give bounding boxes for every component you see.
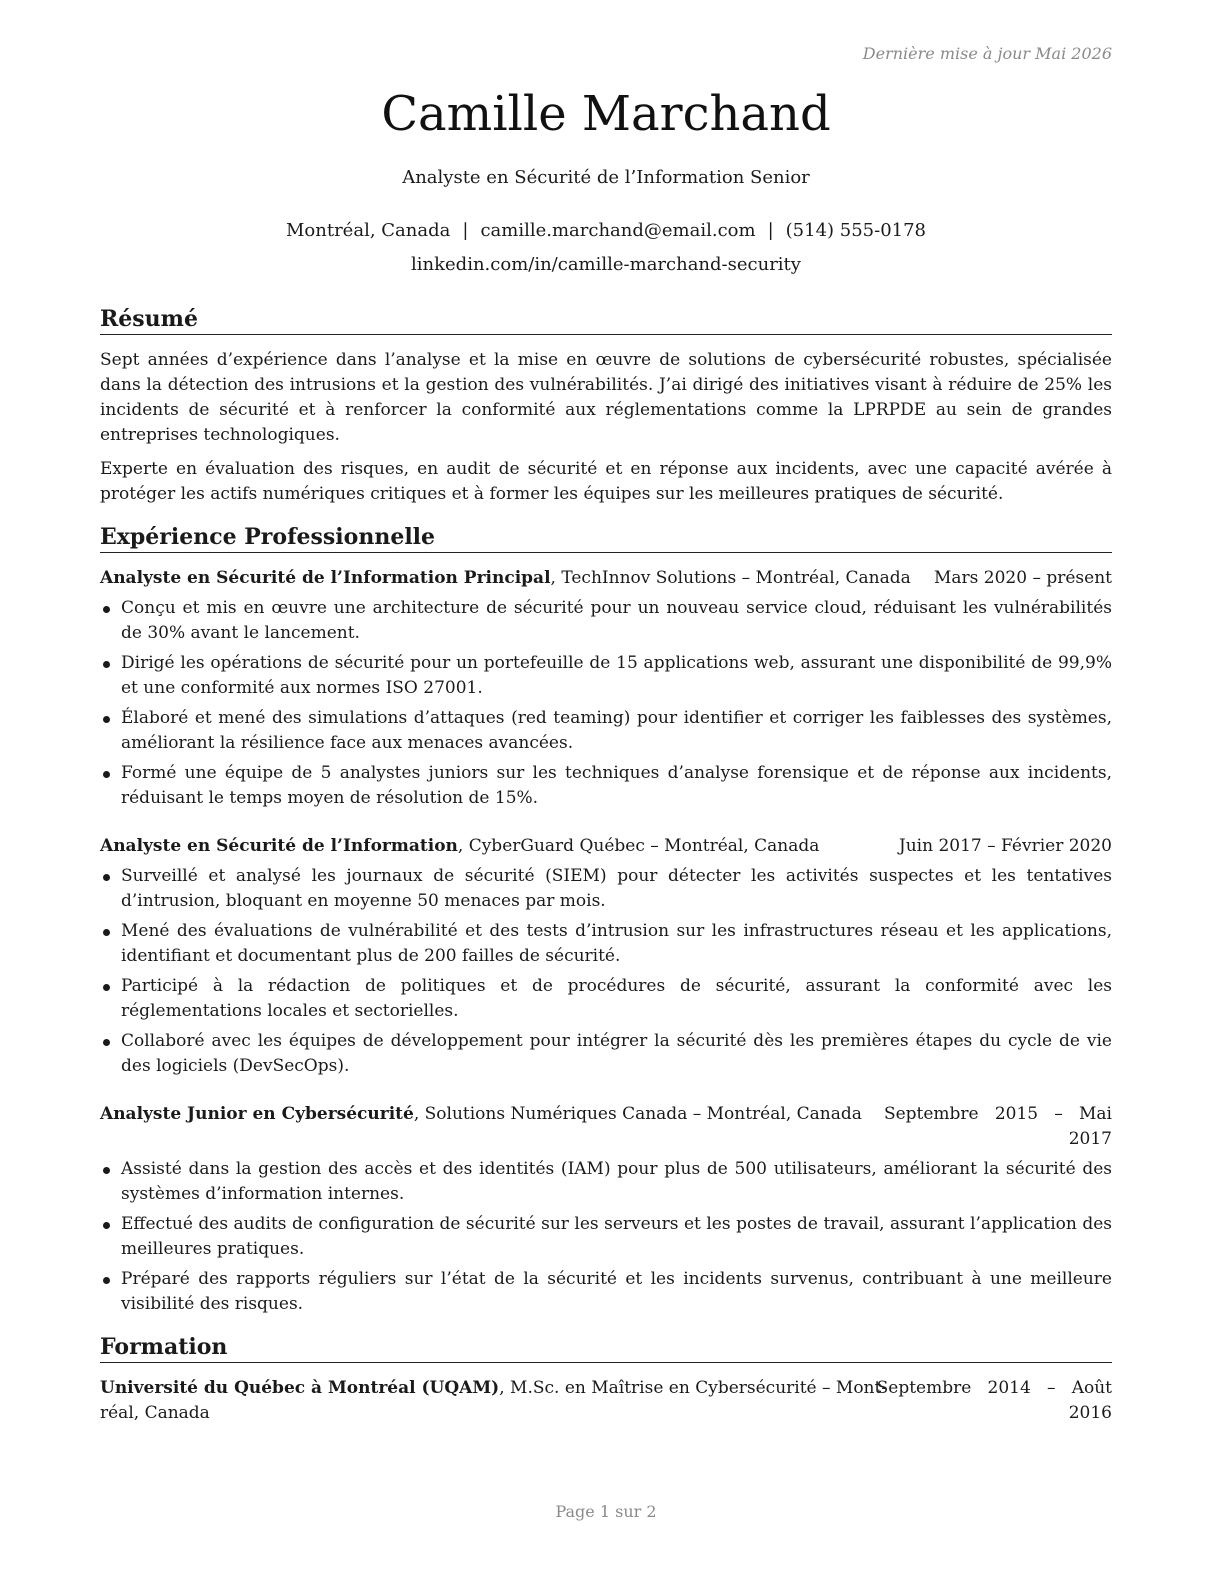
job-dates: Septembre 2015 – Mai 2017: [883, 1104, 1112, 1149]
job-org: , CyberGuard Québec – Montréal, Canada: [457, 836, 820, 856]
list-item: Assisté dans la gestion des accès et des identités (IAM) pour plus de 500 utilisateurs, améliorant la sécurité des systèmes d’information internes.: [100, 1157, 1112, 1207]
list-item: Conçu et mis en œuvre une architecture de sécurité pour un nouveau service cloud, réduisant les vulnérabilités de 30% avant le lancement.: [100, 596, 1112, 646]
job-org: , TechInnov Solutions – Montréal, Canada: [550, 568, 911, 588]
bullet-icon: [103, 874, 110, 881]
degree-location: réal, Canada: [100, 1403, 210, 1423]
list-item: Collaboré avec les équipes de développement pour intégrer la sécurité dès les premières étapes du cycle de vie des logiciels (DevSecOps).: [100, 1029, 1112, 1079]
list-item: Mené des évaluations de vulnérabilité et des tests d’intrusion sur les infrastructures réseau et les applications, identifiant et documentant plus de 200 failles de sécurité.: [100, 919, 1112, 969]
list-item: Participé à la rédaction de politiques et de procédures de sécurité, assurant la conformité avec les réglementations locales et sectorielles.: [100, 974, 1112, 1024]
bullet-icon: [103, 1039, 110, 1046]
job-role: Analyste en Sécurité de l’Information: [100, 836, 458, 856]
school-name: Université du Québec à Montréal (UQAM): [100, 1378, 500, 1398]
email-link[interactable]: camille.marchand@email.com: [480, 220, 756, 241]
degree: , M.Sc. en Maîtrise en Cybersécurité – Mont-: [499, 1378, 888, 1398]
list-item: Élaboré et mené des simulations d’attaques (red teaming) pour identifier et corriger les faiblesses des systèmes, améliorant la résilience face aux menaces avancées.: [100, 706, 1112, 756]
job-bullets: [100, 596, 1112, 816]
page-number: Page 1 sur 2: [555, 1502, 657, 1521]
list-item: Formé une équipe de 5 analystes juniors sur les techniques d’analyse forensique et de réponse aux incidents, réduisant le temps moyen de résolution de 15%.: [100, 761, 1112, 811]
bullet-icon: [103, 771, 110, 778]
section-title-summary: Résumé: [100, 306, 1112, 335]
bullet-icon: [103, 1167, 110, 1174]
phone: (514) 555-0178: [785, 220, 927, 241]
bullet-icon: [103, 661, 110, 668]
job-bullets: [100, 1157, 1112, 1322]
job-title: Analyste en Sécurité de l’Information Senior: [402, 167, 810, 188]
contact-line: [100, 220, 1112, 241]
job-dates: Juin 2017 – Février 2020: [898, 836, 1112, 856]
job-role: Analyste Junior en Cybersécurité: [100, 1104, 414, 1124]
bullet-icon: [103, 606, 110, 613]
job-dates: Mars 2020 – présent: [933, 568, 1112, 588]
bullet-icon: [103, 1277, 110, 1284]
separator: |: [462, 220, 469, 241]
list-item: Surveillé et analysé les journaux de sécurité (SIEM) pour détecter les activités suspectes et les tentatives d’intrusion, bloquant en moyenne 50 menaces par mois.: [100, 864, 1112, 914]
summary-paragraph: Experte en évaluation des risques, en audit de sécurité et en réponse aux incidents, avec une capacité avérée à protéger les actifs numériques critiques et à former les équipes sur les meilleures pratiques de sécurité.: [100, 459, 1112, 504]
list-item: Dirigé les opérations de sécurité pour un portefeuille de 15 applications web, assurant une disponibilité de 99,9% et une conformité aux normes ISO 27001.: [100, 651, 1112, 701]
summary-paragraph: Sept années d’expérience dans l’analyse et la mise en œuvre de solutions de cybersécurité robustes, spécialisée dans la détection des intrusions et la gestion des vulnérabilités. J’ai dirigé des initiatives visant à réduire de 25% les incidents de sécurité et à renforcer la conformité aux réglementations comme la LPRPDE au sein de grandes entreprises technologiques.: [100, 350, 1112, 445]
job-role: Analyste en Sécurité de l’Information Principal: [100, 568, 551, 588]
list-item: Préparé des rapports réguliers sur l’état de la sécurité et les incidents survenus, contribuant à une meilleure visibilité des risques.: [100, 1267, 1112, 1317]
linkedin-link[interactable]: linkedin.com/in/camille-marchand-security: [411, 254, 801, 275]
candidate-name: Camille Marchand: [381, 86, 831, 142]
section-title-experience: Expérience Professionnelle: [100, 524, 1112, 553]
separator: |: [767, 220, 774, 241]
section-title-education: Formation: [100, 1334, 1112, 1363]
job-org: , Solutions Numériques Canada – Montréal, Canada: [413, 1104, 862, 1124]
job-bullets: [100, 864, 1112, 1084]
location: Montréal, Canada: [285, 220, 451, 241]
bullet-icon: [103, 1222, 110, 1229]
last-updated: Dernière mise à jour Mai 2026: [862, 44, 1112, 63]
bullet-icon: [103, 984, 110, 991]
education-dates: Septembre 2014 – Août 2016: [876, 1378, 1112, 1423]
bullet-icon: [103, 929, 110, 936]
bullet-icon: [103, 716, 110, 723]
list-item: Effectué des audits de configuration de sécurité sur les serveurs et les postes de travail, assurant l’application des meilleures pratiques.: [100, 1212, 1112, 1262]
